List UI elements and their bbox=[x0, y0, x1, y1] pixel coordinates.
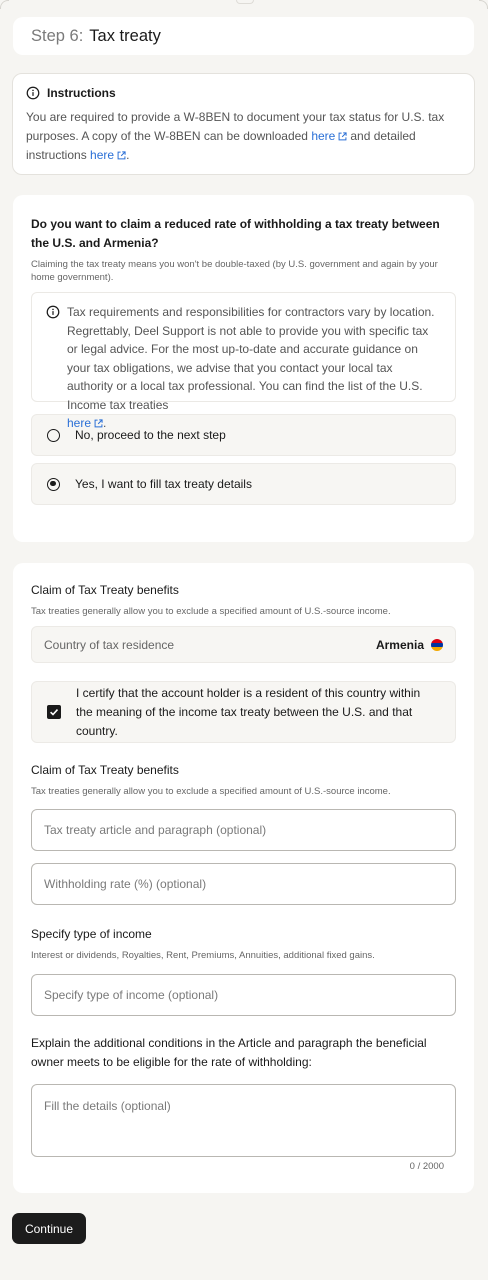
info-icon bbox=[26, 86, 40, 100]
instructions-text-part: and detailed instructions bbox=[26, 129, 416, 162]
radio-unchecked[interactable] bbox=[47, 429, 60, 442]
country-label: Country of tax residence bbox=[44, 637, 175, 652]
treaty-question-subtitle: Claiming the tax treaty means you won't be double-taxed (by U.S. government and again by your home government). bbox=[31, 259, 438, 283]
instructions-text bbox=[26, 108, 461, 165]
treaty-question-title: Do you want to claim a reduced rate of withholding a tax treaty between the U.S. and Armenia? bbox=[31, 217, 440, 250]
income-type-input[interactable] bbox=[31, 974, 456, 1016]
country-value: Armenia bbox=[375, 637, 424, 652]
note-text-part: . bbox=[103, 416, 107, 430]
benefits-title: Claim of Tax Treaty benefits bbox=[31, 763, 179, 777]
instructions-text-part: You are required to provide a W-8BEN to document your tax status for U.S. tax purposes. A copy of the W-8BEN can be downloaded bbox=[26, 110, 445, 143]
step-header bbox=[13, 17, 474, 55]
top-notch bbox=[236, 0, 254, 4]
option-label: No, proceed to the next step bbox=[75, 428, 226, 442]
claim-benefits-card bbox=[13, 563, 474, 1193]
note-text-part: Tax requirements and responsibilities for contractors vary by location. Regrettably, Deel Support is not able to provide you with specific tax or legal advice. For the most up-to-date and accurate guidance on your tax obligations, we advise that you contact your local tax authority or a local tax professional. You can find the list of the U.S. Income tax treaties bbox=[67, 305, 435, 412]
page-title: Tax treaty bbox=[89, 26, 161, 45]
claim-section-title: Claim of Tax Treaty benefits bbox=[31, 583, 179, 597]
treaty-question-card bbox=[13, 195, 474, 542]
link-label: here bbox=[67, 416, 92, 430]
instructions-card bbox=[12, 73, 475, 175]
income-type-subtitle: Interest or dividends, Royalties, Rent, Premiums, Annuities, additional fixed gains. bbox=[31, 950, 375, 961]
country-of-residence-field bbox=[31, 626, 456, 663]
external-link-icon bbox=[117, 151, 126, 160]
radio-checked[interactable] bbox=[47, 478, 60, 491]
tax-advice-note bbox=[31, 292, 456, 430]
instructions-heading: Instructions bbox=[47, 86, 116, 100]
detailed-instructions-link[interactable] bbox=[90, 148, 126, 162]
checkmark-icon bbox=[49, 707, 59, 717]
frame-corner bbox=[0, 0, 9, 9]
option-label: Yes, I want to fill tax treaty details bbox=[75, 477, 252, 491]
frame-corner bbox=[479, 0, 488, 9]
benefits-subtitle: Tax treaties generally allow you to exclude a specified amount of U.S.-source income. bbox=[31, 786, 391, 797]
certify-checkbox[interactable] bbox=[47, 705, 61, 719]
step-number: Step 6: bbox=[31, 26, 84, 45]
link-label: here bbox=[311, 129, 336, 143]
external-link-icon bbox=[94, 419, 103, 428]
treaty-article-input[interactable] bbox=[31, 809, 456, 851]
certify-text: I certify that the account holder is a resident of this country within the meaning of the income tax treaty between the U.S. and that country. bbox=[76, 685, 421, 738]
link-label: here bbox=[90, 148, 115, 162]
residency-certification[interactable] bbox=[31, 681, 456, 743]
character-counter: 0 / 2000 bbox=[409, 1161, 444, 1172]
info-icon bbox=[46, 305, 60, 319]
conditions-details-textarea[interactable] bbox=[31, 1084, 456, 1157]
option-yes-fill-details[interactable] bbox=[31, 463, 456, 505]
instructions-header bbox=[26, 86, 461, 100]
armenia-flag-icon bbox=[431, 639, 443, 651]
tax-advice-text bbox=[67, 303, 441, 430]
external-link-icon bbox=[338, 132, 347, 141]
conditions-label: Explain the additional conditions in the Article and paragraph the beneficial owner meets to be eligible for the rate of withholding: bbox=[31, 1036, 427, 1069]
instructions-text-part: . bbox=[126, 148, 130, 162]
claim-section-subtitle: Tax treaties generally allow you to exclude a specified amount of U.S.-source income. bbox=[31, 606, 391, 617]
income-type-title: Specify type of income bbox=[31, 927, 152, 941]
continue-button[interactable]: Continue bbox=[12, 1213, 86, 1244]
withholding-rate-input[interactable] bbox=[31, 863, 456, 905]
w8ben-download-link[interactable] bbox=[311, 129, 350, 143]
